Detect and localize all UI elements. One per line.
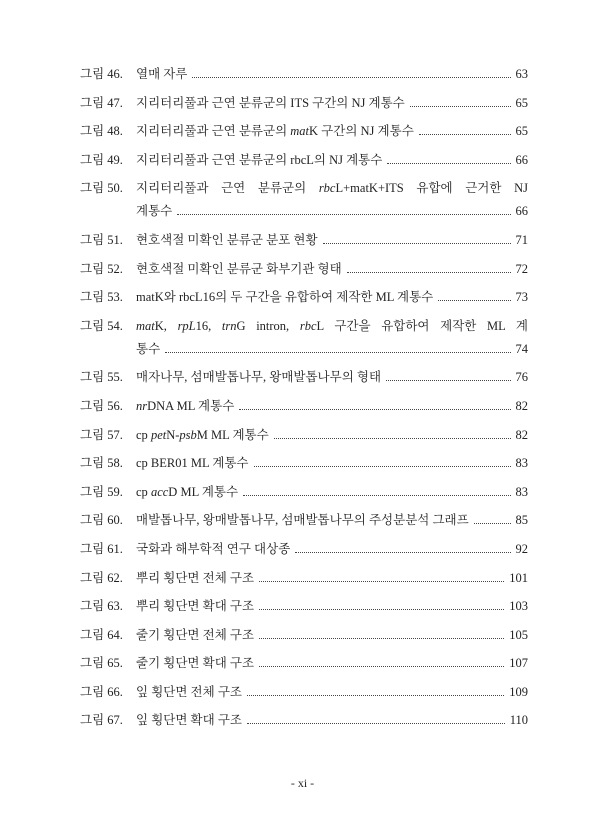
figure-entry <box>80 92 528 115</box>
dot-leader <box>177 214 510 215</box>
figure-number: 그림 47. <box>80 95 123 110</box>
entry-line <box>80 395 528 418</box>
figure-entry <box>80 509 528 532</box>
figure-title <box>136 681 242 704</box>
figure-number: 그림 46. <box>80 67 123 81</box>
title-text: 지리터리풀과 근연 분류군의 <box>136 124 291 139</box>
figure-entry <box>80 481 528 504</box>
figure-number: 그림 67. <box>80 713 123 728</box>
title-text: 계통수 <box>136 204 173 219</box>
figure-number: 그림 66. <box>80 684 123 699</box>
figure-title <box>136 63 187 86</box>
title-text: 현호색절 미확인 분류군 화부기관 형태 <box>136 261 342 276</box>
entry-line <box>80 92 528 115</box>
figure-number: 그림 55. <box>80 370 123 385</box>
title-text: 뿌리 횡단면 확대 구조 <box>136 599 255 614</box>
entry-line <box>80 709 528 732</box>
page-number: 109 <box>509 684 528 699</box>
entry-line <box>80 149 528 172</box>
title-text: 통수 <box>136 341 161 356</box>
entry-line <box>80 595 528 618</box>
figure-title <box>136 595 254 618</box>
italic-term: nr <box>136 398 148 413</box>
entry-line <box>80 481 528 504</box>
dot-leader <box>247 695 504 696</box>
title-text: cp <box>136 427 151 442</box>
figure-number: 그림 63. <box>80 599 123 614</box>
entry-line <box>80 315 528 338</box>
entry-line <box>80 424 528 447</box>
figure-number: 그림 59. <box>80 484 123 499</box>
dot-leader <box>165 352 510 353</box>
page-number: 103 <box>509 599 528 614</box>
figure-number: 그림 60. <box>80 513 123 528</box>
dot-leader <box>387 163 510 164</box>
page-number: 72 <box>515 261 528 276</box>
dot-leader <box>323 243 511 244</box>
dot-leader <box>438 300 510 301</box>
figure-title <box>136 538 290 561</box>
page-number: 63 <box>515 67 528 81</box>
page-number: 107 <box>509 656 528 671</box>
figure-entry <box>80 63 528 86</box>
figure-title <box>136 286 433 309</box>
figure-entry <box>80 366 528 389</box>
entry-line <box>80 538 528 561</box>
italic-term: mat <box>290 124 310 139</box>
figure-number: 그림 61. <box>80 541 123 556</box>
page-number: 101 <box>509 570 528 585</box>
entry-line <box>80 63 528 86</box>
figure-title <box>136 149 382 172</box>
figure-number: 그림 56. <box>80 398 123 413</box>
italic-term: acc <box>150 484 169 499</box>
figure-title <box>136 709 242 732</box>
list-of-figures <box>80 63 528 738</box>
entry-line <box>80 229 528 252</box>
page-number: 92 <box>515 541 528 556</box>
figure-title <box>136 120 414 143</box>
page-number: 74 <box>515 341 528 356</box>
title-text: 잎 횡단면 확대 구조 <box>136 713 242 728</box>
title-text: M ML 계통수 <box>196 427 269 442</box>
page-number: 65 <box>515 124 528 139</box>
page-number: 65 <box>515 95 528 110</box>
figure-title <box>136 315 528 338</box>
figure-entry <box>80 567 528 590</box>
title-text: G intron, <box>236 318 300 333</box>
dot-leader <box>259 609 504 610</box>
figure-entry <box>80 258 528 281</box>
figure-entry <box>80 149 528 172</box>
page-number: 76 <box>515 370 528 385</box>
dot-leader <box>419 134 511 135</box>
figure-number: 그림 58. <box>80 456 123 471</box>
figure-title <box>136 652 254 675</box>
title-text: K 구간의 NJ 계통수 <box>309 124 414 139</box>
entry-line <box>80 652 528 675</box>
title-text: 매발톱나무, 왕매발톱나무, 섬매발톱나무의 주성분분석 그래프 <box>136 513 469 528</box>
figure-title <box>136 366 381 389</box>
dot-leader <box>274 438 511 439</box>
figure-entry <box>80 424 528 447</box>
figure-entry <box>80 395 528 418</box>
italic-term: psb <box>179 427 197 442</box>
title-text: 현호색절 미확인 분류군 분포 현황 <box>136 232 318 247</box>
page-number: 66 <box>515 204 528 219</box>
figure-entry <box>80 595 528 618</box>
dot-leader <box>239 409 510 410</box>
italic-term: pet <box>150 427 167 442</box>
italic-term: rpL <box>177 318 196 333</box>
title-text: 국화과 해부학적 연구 대상종 <box>136 541 291 556</box>
page-number: 83 <box>515 456 528 471</box>
figure-entry <box>80 681 528 704</box>
title-text: matK와 rbcL16의 두 구간을 유합하여 제작한 ML 계통수 <box>136 290 434 305</box>
page-number: 105 <box>509 627 528 642</box>
figure-entry <box>80 709 528 732</box>
italic-term: mat <box>136 318 155 333</box>
figure-entry <box>80 624 528 647</box>
title-text: L 구간을 유합하여 제작한 ML 계 <box>316 318 528 333</box>
title-text: 잎 횡단면 전체 구조 <box>136 684 242 699</box>
page-number: 85 <box>515 513 528 528</box>
title-text: DNA ML 계통수 <box>147 398 235 413</box>
figure-title <box>136 509 469 532</box>
dot-leader <box>295 552 510 553</box>
title-text: L+matK+ITS 유합에 근거한 NJ <box>335 181 528 196</box>
title-text: cp <box>136 484 151 499</box>
figure-title <box>136 452 249 475</box>
page-number: 71 <box>515 232 528 247</box>
entry-line <box>80 366 528 389</box>
page-number: 73 <box>515 290 528 305</box>
figure-number: 그림 65. <box>80 656 123 671</box>
figure-title <box>136 481 238 504</box>
page-number: 83 <box>515 484 528 499</box>
page-number: 82 <box>515 427 528 442</box>
entry-line <box>80 509 528 532</box>
title-text: 뿌리 횡단면 전체 구조 <box>136 570 255 585</box>
dot-leader <box>259 581 504 582</box>
figure-number: 그림 54. <box>80 318 123 333</box>
title-text: 지리터리풀과 근연 분류군의 rbcL의 NJ 계통수 <box>136 152 383 167</box>
figure-number: 그림 62. <box>80 570 123 585</box>
figure-entry <box>80 452 528 475</box>
title-text: 지리터리풀과 근연 분류군의 ITS 구간의 NJ 계통수 <box>136 95 405 110</box>
entry-line <box>80 286 528 309</box>
dot-leader <box>254 466 511 467</box>
figure-number: 그림 64. <box>80 627 123 642</box>
entry-line-continued <box>80 200 528 223</box>
title-text: cp BER01 ML 계통수 <box>136 456 249 471</box>
title-text: 매자나무, 섬매발톱나무, 왕매발톱나무의 형태 <box>136 370 382 385</box>
title-text: 줄기 횡단면 전체 구조 <box>136 627 255 642</box>
figure-number: 그림 57. <box>80 427 123 442</box>
figure-number: 그림 52. <box>80 261 123 276</box>
figure-entry <box>80 286 528 309</box>
figure-title <box>136 395 234 418</box>
title-text: K, <box>154 318 178 333</box>
page-number: 110 <box>509 713 528 728</box>
page-number: 82 <box>515 398 528 413</box>
page-footer-number: - xi - <box>290 776 315 790</box>
figure-title-continued <box>136 338 160 361</box>
italic-term: rbc <box>299 318 317 333</box>
figure-title <box>136 229 318 252</box>
title-text: N- <box>166 427 180 442</box>
figure-entry <box>80 652 528 675</box>
figure-title <box>136 624 254 647</box>
dot-leader <box>259 666 504 667</box>
title-text: 지리터리풀과 근연 분류군의 <box>136 181 319 196</box>
dot-leader <box>347 272 511 273</box>
figure-number: 그림 48. <box>80 124 123 139</box>
figure-title <box>136 258 342 281</box>
figure-entry <box>80 229 528 252</box>
dot-leader <box>474 523 511 524</box>
italic-term: rbc <box>318 181 336 196</box>
dot-leader <box>247 723 505 724</box>
figure-number: 그림 53. <box>80 290 123 305</box>
entry-line <box>80 624 528 647</box>
figure-title <box>136 92 405 115</box>
figure-title <box>136 424 269 447</box>
entry-line <box>80 258 528 281</box>
dot-leader <box>243 495 510 496</box>
page-number: 66 <box>515 152 528 167</box>
figure-entry <box>80 120 528 143</box>
title-text: 줄기 횡단면 확대 구조 <box>136 656 255 671</box>
dot-leader <box>192 77 510 78</box>
title-text: 16, <box>195 318 222 333</box>
title-text: 열매 자루 <box>136 67 188 81</box>
entry-line-continued <box>80 338 528 361</box>
figure-number: 그림 51. <box>80 232 123 247</box>
figure-entry <box>80 315 528 361</box>
figure-entry <box>80 177 528 223</box>
figure-title <box>136 177 528 200</box>
dot-leader <box>259 638 504 639</box>
figure-number: 그림 50. <box>80 181 123 196</box>
entry-line <box>80 567 528 590</box>
entry-line <box>80 120 528 143</box>
entry-line <box>80 177 528 200</box>
entry-line <box>80 452 528 475</box>
figure-number: 그림 49. <box>80 152 123 167</box>
figure-entry <box>80 538 528 561</box>
figure-title <box>136 567 254 590</box>
title-text: D ML 계통수 <box>168 484 239 499</box>
entry-line <box>80 681 528 704</box>
figure-title-continued <box>136 200 172 223</box>
dot-leader <box>386 380 510 381</box>
italic-term: trn <box>221 318 237 333</box>
dot-leader <box>410 106 511 107</box>
